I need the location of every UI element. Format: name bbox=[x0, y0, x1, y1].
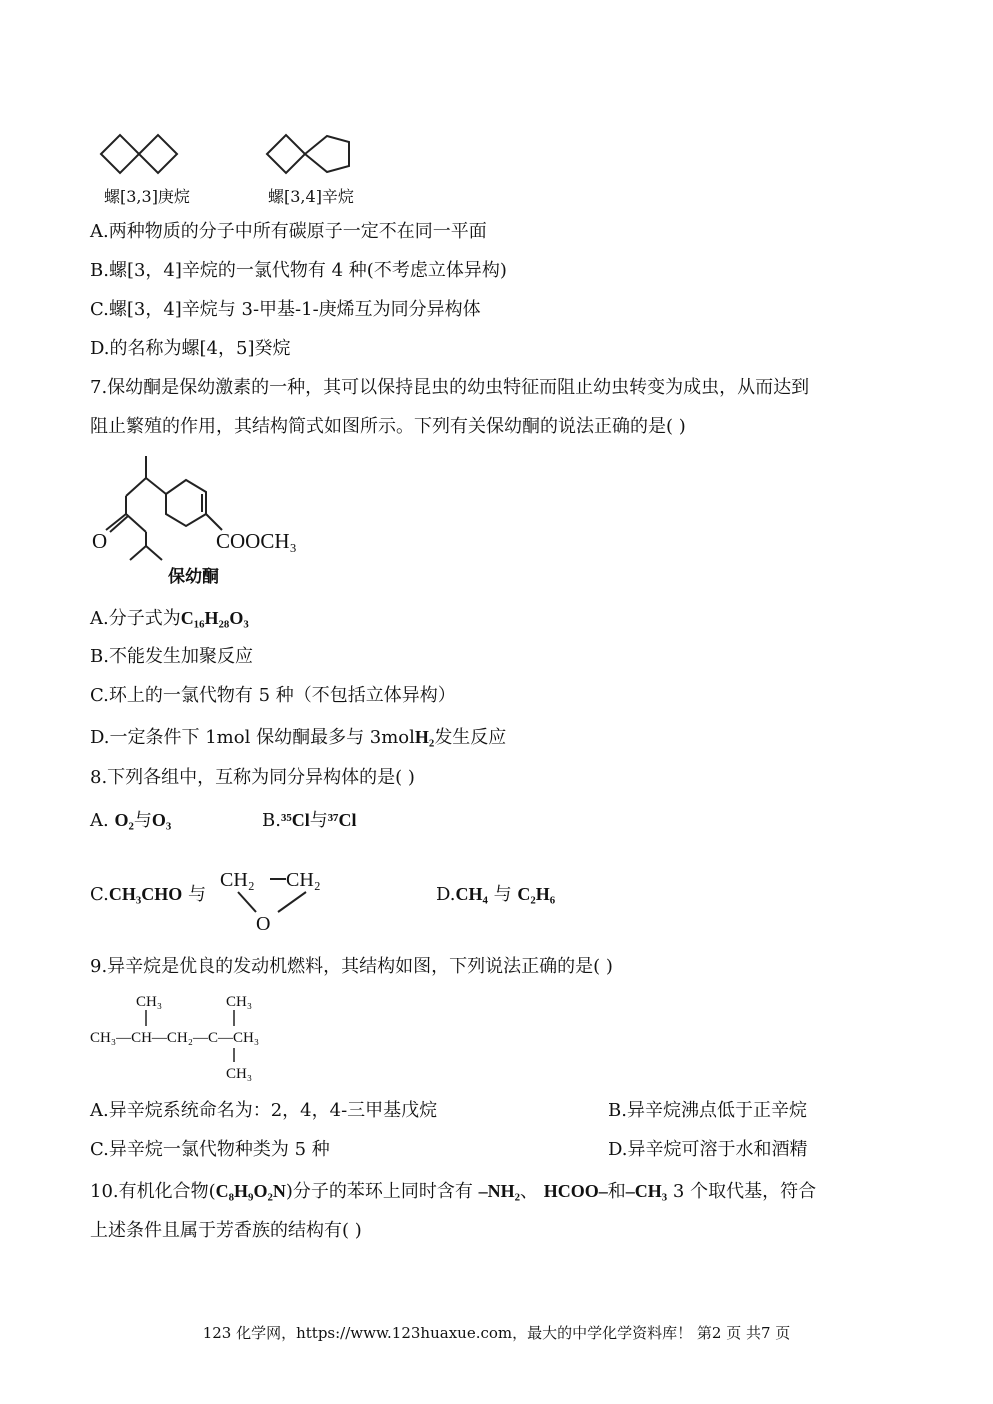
q8-option-c: C.CH₃CHO 与 bbox=[90, 884, 206, 905]
q7-option-d: D.一定条件下 1mol 保幼酮最多与 3molH₂发生反应 bbox=[90, 727, 507, 748]
q9-stem: 9.异辛烷是优良的发动机燃料，其结构如图，下列说法正确的是( ) bbox=[90, 956, 613, 977]
svg-text:CH₃—CH—CH₂—C—CH₃: CH₃—CH—CH₂—C—CH₃ bbox=[90, 1030, 260, 1046]
q6-option-c: C.螺[3，4]辛烷与 3-甲基-1-庚烯互为同分异构体 bbox=[90, 299, 481, 320]
q8-option-b: B.³⁵Cl与³⁷Cl bbox=[262, 810, 357, 831]
q9-option-a: A.异辛烷系统命名为：2，4，4-三甲基戊烷 bbox=[90, 1100, 438, 1121]
q7-stem-line1: 7.保幼酮是保幼激素的一种，其可以保持昆虫的幼虫特征而阻止幼虫转变为成虫，从而达到 bbox=[90, 377, 810, 398]
q7-option-b: B.不能发生加聚反应 bbox=[90, 646, 253, 667]
spiro-3-4-octane-structure bbox=[262, 128, 357, 180]
spiro-3-4-label: 螺[3,4]辛烷 bbox=[268, 187, 354, 206]
svg-text:O: O bbox=[256, 913, 271, 934]
q10-stem-line2: 上述条件且属于芳香族的结构有( ) bbox=[90, 1220, 362, 1241]
svg-text:CH₃: CH₃ bbox=[136, 994, 163, 1010]
q8-option-d: D.CH₄ 与 C₂H₆ bbox=[436, 884, 556, 905]
isooctane-structure bbox=[88, 986, 298, 1086]
q7-figure-caption: 保幼酮 bbox=[168, 567, 219, 586]
q9-option-c: C.异辛烷一氯代物种类为 5 种 bbox=[90, 1139, 330, 1160]
ethylene-oxide-structure bbox=[216, 862, 346, 934]
q7-option-d-formula: H₂ bbox=[414, 727, 435, 747]
q9-option-b: B.异辛烷沸点低于正辛烷 bbox=[608, 1100, 807, 1121]
juvenile-hormone-ketone-structure bbox=[88, 450, 313, 590]
q8-stem: 8.下列各组中，互称为同分异构体的是( ) bbox=[90, 767, 415, 788]
page-footer: 123 化学网，https://www.123huaxue.com，最大的中学化学资料库！ 第2 页 共7 页 bbox=[202, 1324, 791, 1342]
spiro-3-3-label: 螺[3,3]庚烷 bbox=[104, 187, 190, 206]
svg-text:CH₃: CH₃ bbox=[226, 1066, 253, 1082]
svg-text:CH₃: CH₃ bbox=[226, 994, 253, 1010]
q7-option-c: C.环上的一氯代物有 5 种（不包括立体异构） bbox=[90, 685, 456, 706]
q10-stem-line1: 10.有机化合物(C₈H₉O₂N)分子的苯环上同时含有 –NH₂、 HCOO–和–CH₃ 3 个取代基，符合 bbox=[90, 1181, 817, 1202]
svg-text:CH₂: CH₂ bbox=[286, 869, 321, 891]
q6-option-b: B.螺[3，4]辛烷的一氯代物有 4 种(不考虑立体异构) bbox=[90, 260, 507, 281]
q7-figure-o: O bbox=[92, 529, 108, 553]
q8-option-a: A. O₂与O₃ bbox=[90, 810, 172, 831]
q6-option-a: A.两种物质的分子中所有碳原子一定不在同一平面 bbox=[90, 221, 487, 242]
spiro-3-3-heptane-structure bbox=[96, 128, 186, 180]
q7-stem-line2: 阻止繁殖的作用，其结构简式如图所示。下列有关保幼酮的说法正确的是( ) bbox=[90, 416, 686, 437]
q7-option-a-formula: C₁₆H₂₈O₃ bbox=[180, 608, 249, 628]
q7-option-a: A.分子式为C₁₆H₂₈O₃ bbox=[90, 608, 249, 629]
svg-text:CH₂: CH₂ bbox=[220, 869, 255, 891]
q7-figure-group: COOCH₃ bbox=[216, 529, 297, 553]
q6-option-d: D.的名称为螺[4，5]癸烷 bbox=[90, 338, 291, 359]
q9-option-d: D.异辛烷可溶于水和酒精 bbox=[608, 1139, 808, 1160]
